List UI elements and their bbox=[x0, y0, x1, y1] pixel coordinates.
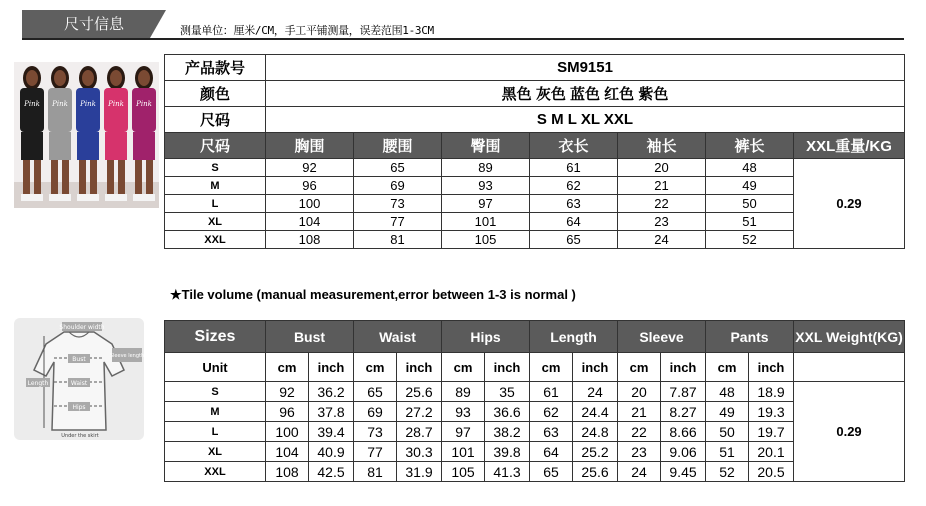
value-cell: 39.4 bbox=[309, 422, 354, 442]
section-tab: 尺寸信息 bbox=[22, 10, 166, 38]
value-cell: 22 bbox=[618, 195, 706, 213]
unit-cell: cm bbox=[618, 353, 661, 382]
tab-corner bbox=[150, 10, 166, 38]
value-cell: 69 bbox=[354, 402, 397, 422]
value-cell: 51 bbox=[706, 442, 749, 462]
shirt-print-text: Pink bbox=[108, 100, 124, 108]
value-cell: 92 bbox=[266, 382, 309, 402]
value-cell: 20 bbox=[618, 159, 706, 177]
value-cell: 9.45 bbox=[661, 462, 706, 482]
color-value: 黑色 灰色 蓝色 红色 紫色 bbox=[266, 81, 905, 107]
value-cell: 97 bbox=[442, 422, 485, 442]
value-cell: 105 bbox=[442, 231, 530, 249]
size-cell: L bbox=[165, 422, 266, 442]
unit-cell: inch bbox=[397, 353, 442, 382]
unit-label: Unit bbox=[165, 353, 266, 382]
value-cell: 65 bbox=[530, 231, 618, 249]
value-cell: 24 bbox=[618, 231, 706, 249]
value-cell: 20.5 bbox=[749, 462, 794, 482]
value-cell: 42.5 bbox=[309, 462, 354, 482]
unit-row bbox=[165, 353, 905, 382]
value-cell: 104 bbox=[266, 213, 354, 231]
value-cell: 25.2 bbox=[573, 442, 618, 462]
diagram-waist-label: Waist bbox=[70, 380, 88, 387]
product-code-value: SM9151 bbox=[266, 55, 905, 81]
value-cell: 37.8 bbox=[309, 402, 354, 422]
shirt-print-text: Pink bbox=[80, 100, 96, 108]
value-cell: 50 bbox=[706, 195, 794, 213]
weight-cell: 0.29 bbox=[794, 382, 905, 482]
shirt-print-text: Pink bbox=[52, 100, 68, 108]
cn-header-length: 衣长 bbox=[530, 133, 618, 159]
en-header-weight: XXL Weight(KG) bbox=[794, 321, 905, 353]
value-cell: 31.9 bbox=[397, 462, 442, 482]
diagram-hips-label: Hips bbox=[72, 404, 86, 411]
value-cell: 41.3 bbox=[485, 462, 530, 482]
weight-cell: 0.29 bbox=[794, 159, 905, 249]
cn-header-weight: XXL重量/KG bbox=[794, 133, 905, 159]
value-cell: 19.7 bbox=[749, 422, 794, 442]
value-cell: 22 bbox=[618, 422, 661, 442]
value-cell: 108 bbox=[266, 231, 354, 249]
value-cell: 64 bbox=[530, 442, 573, 462]
unit-cell: inch bbox=[573, 353, 618, 382]
table-row bbox=[165, 462, 905, 482]
value-cell: 18.9 bbox=[749, 382, 794, 402]
cn-header-bust: 胸围 bbox=[266, 133, 354, 159]
size-value: S M L XL XXL bbox=[266, 107, 905, 133]
value-cell: 64 bbox=[530, 213, 618, 231]
value-cell: 52 bbox=[706, 462, 749, 482]
en-header-pants: Pants bbox=[706, 321, 794, 353]
value-cell: 48 bbox=[706, 159, 794, 177]
table-row bbox=[165, 442, 905, 462]
value-cell: 48 bbox=[706, 382, 749, 402]
value-cell: 51 bbox=[706, 213, 794, 231]
measurement-diagram bbox=[14, 318, 144, 440]
value-cell: 25.6 bbox=[397, 382, 442, 402]
value-cell: 35 bbox=[485, 382, 530, 402]
value-cell: 77 bbox=[354, 442, 397, 462]
value-cell: 8.66 bbox=[661, 422, 706, 442]
size-cell: S bbox=[165, 159, 266, 177]
tile-volume-note: ★Tile volume (manual measurement,error between 1-3 is normal ) bbox=[170, 287, 576, 302]
shirt-print-text: Pink bbox=[136, 100, 152, 108]
shirt-print-text: Pink bbox=[24, 100, 40, 108]
value-cell: 61 bbox=[530, 382, 573, 402]
color-label: 颜色 bbox=[165, 81, 266, 107]
table-row bbox=[165, 159, 905, 177]
value-cell: 20 bbox=[618, 382, 661, 402]
value-cell: 101 bbox=[442, 213, 530, 231]
unit-cell: inch bbox=[485, 353, 530, 382]
value-cell: 65 bbox=[354, 382, 397, 402]
unit-cell: cm bbox=[706, 353, 749, 382]
value-cell: 7.87 bbox=[661, 382, 706, 402]
size-label: 尺码 bbox=[165, 107, 266, 133]
size-cell: L bbox=[165, 195, 266, 213]
value-cell: 9.06 bbox=[661, 442, 706, 462]
size-cell: M bbox=[165, 177, 266, 195]
size-cell: XL bbox=[165, 213, 266, 231]
en-header-sleeve: Sleeve bbox=[618, 321, 706, 353]
value-cell: 89 bbox=[442, 382, 485, 402]
value-cell: 23 bbox=[618, 442, 661, 462]
cn-header-hips: 臀围 bbox=[442, 133, 530, 159]
unit-cell: inch bbox=[309, 353, 354, 382]
value-cell: 93 bbox=[442, 402, 485, 422]
value-cell: 100 bbox=[266, 195, 354, 213]
table-row bbox=[165, 402, 905, 422]
measurement-note: 测量单位：厘米/CM，手工平铺测量，误差范围1-3CM bbox=[180, 24, 434, 37]
unit-cell: cm bbox=[530, 353, 573, 382]
value-cell: 73 bbox=[354, 422, 397, 442]
table-row bbox=[165, 382, 905, 402]
value-cell: 24.4 bbox=[573, 402, 618, 422]
value-cell: 24 bbox=[573, 382, 618, 402]
value-cell: 104 bbox=[266, 442, 309, 462]
value-cell: 100 bbox=[266, 422, 309, 442]
size-cell: XXL bbox=[165, 462, 266, 482]
cn-header-sleeve: 袖长 bbox=[618, 133, 706, 159]
diagram-shoulder-label: Shoulder width bbox=[59, 324, 105, 331]
value-cell: 92 bbox=[266, 159, 354, 177]
diagram-sleeve-label: Sleeve length bbox=[109, 353, 144, 359]
unit-weight-blank bbox=[794, 353, 905, 382]
value-cell: 81 bbox=[354, 462, 397, 482]
value-cell: 8.27 bbox=[661, 402, 706, 422]
value-cell: 40.9 bbox=[309, 442, 354, 462]
value-cell: 65 bbox=[354, 159, 442, 177]
size-cell: XL bbox=[165, 442, 266, 462]
value-cell: 24.8 bbox=[573, 422, 618, 442]
value-cell: 38.2 bbox=[485, 422, 530, 442]
value-cell: 73 bbox=[354, 195, 442, 213]
value-cell: 49 bbox=[706, 402, 749, 422]
value-cell: 62 bbox=[530, 177, 618, 195]
diagram-under-label: Under the skirt bbox=[61, 433, 99, 439]
value-cell: 96 bbox=[266, 402, 309, 422]
en-header-length: Length bbox=[530, 321, 618, 353]
unit-cell: cm bbox=[266, 353, 309, 382]
value-cell: 49 bbox=[706, 177, 794, 195]
value-cell: 81 bbox=[354, 231, 442, 249]
size-table-en bbox=[164, 320, 905, 482]
value-cell: 65 bbox=[530, 462, 573, 482]
value-cell: 96 bbox=[266, 177, 354, 195]
value-cell: 24 bbox=[618, 462, 661, 482]
value-cell: 77 bbox=[354, 213, 442, 231]
size-cell: XXL bbox=[165, 231, 266, 249]
size-table-cn bbox=[164, 54, 905, 249]
value-cell: 28.7 bbox=[397, 422, 442, 442]
en-header-sizes: Sizes bbox=[165, 321, 266, 353]
product-code-label: 产品款号 bbox=[165, 55, 266, 81]
value-cell: 27.2 bbox=[397, 402, 442, 422]
header-divider bbox=[22, 38, 904, 40]
value-cell: 89 bbox=[442, 159, 530, 177]
unit-cell: cm bbox=[442, 353, 485, 382]
value-cell: 61 bbox=[530, 159, 618, 177]
unit-cell: inch bbox=[661, 353, 706, 382]
value-cell: 39.8 bbox=[485, 442, 530, 462]
cn-header-size: 尺码 bbox=[165, 133, 266, 159]
value-cell: 101 bbox=[442, 442, 485, 462]
value-cell: 23 bbox=[618, 213, 706, 231]
cn-header-waist: 腰围 bbox=[354, 133, 442, 159]
cn-header-pants: 裤长 bbox=[706, 133, 794, 159]
value-cell: 30.3 bbox=[397, 442, 442, 462]
value-cell: 36.2 bbox=[309, 382, 354, 402]
product-photo bbox=[14, 62, 159, 208]
size-cell: S bbox=[165, 382, 266, 402]
value-cell: 63 bbox=[530, 195, 618, 213]
diagram-bust-label: Bust bbox=[72, 356, 86, 363]
value-cell: 69 bbox=[354, 177, 442, 195]
value-cell: 36.6 bbox=[485, 402, 530, 422]
size-cell: M bbox=[165, 402, 266, 422]
value-cell: 21 bbox=[618, 402, 661, 422]
value-cell: 50 bbox=[706, 422, 749, 442]
value-cell: 93 bbox=[442, 177, 530, 195]
value-cell: 52 bbox=[706, 231, 794, 249]
en-header-bust: Bust bbox=[266, 321, 354, 353]
value-cell: 25.6 bbox=[573, 462, 618, 482]
value-cell: 20.1 bbox=[749, 442, 794, 462]
value-cell: 63 bbox=[530, 422, 573, 442]
diagram-length-label: Length bbox=[27, 380, 49, 387]
value-cell: 97 bbox=[442, 195, 530, 213]
value-cell: 21 bbox=[618, 177, 706, 195]
value-cell: 108 bbox=[266, 462, 309, 482]
en-header-waist: Waist bbox=[354, 321, 442, 353]
en-header-hips: Hips bbox=[442, 321, 530, 353]
unit-cell: inch bbox=[749, 353, 794, 382]
value-cell: 62 bbox=[530, 402, 573, 422]
table-row bbox=[165, 422, 905, 442]
value-cell: 105 bbox=[442, 462, 485, 482]
unit-cell: cm bbox=[354, 353, 397, 382]
value-cell: 19.3 bbox=[749, 402, 794, 422]
